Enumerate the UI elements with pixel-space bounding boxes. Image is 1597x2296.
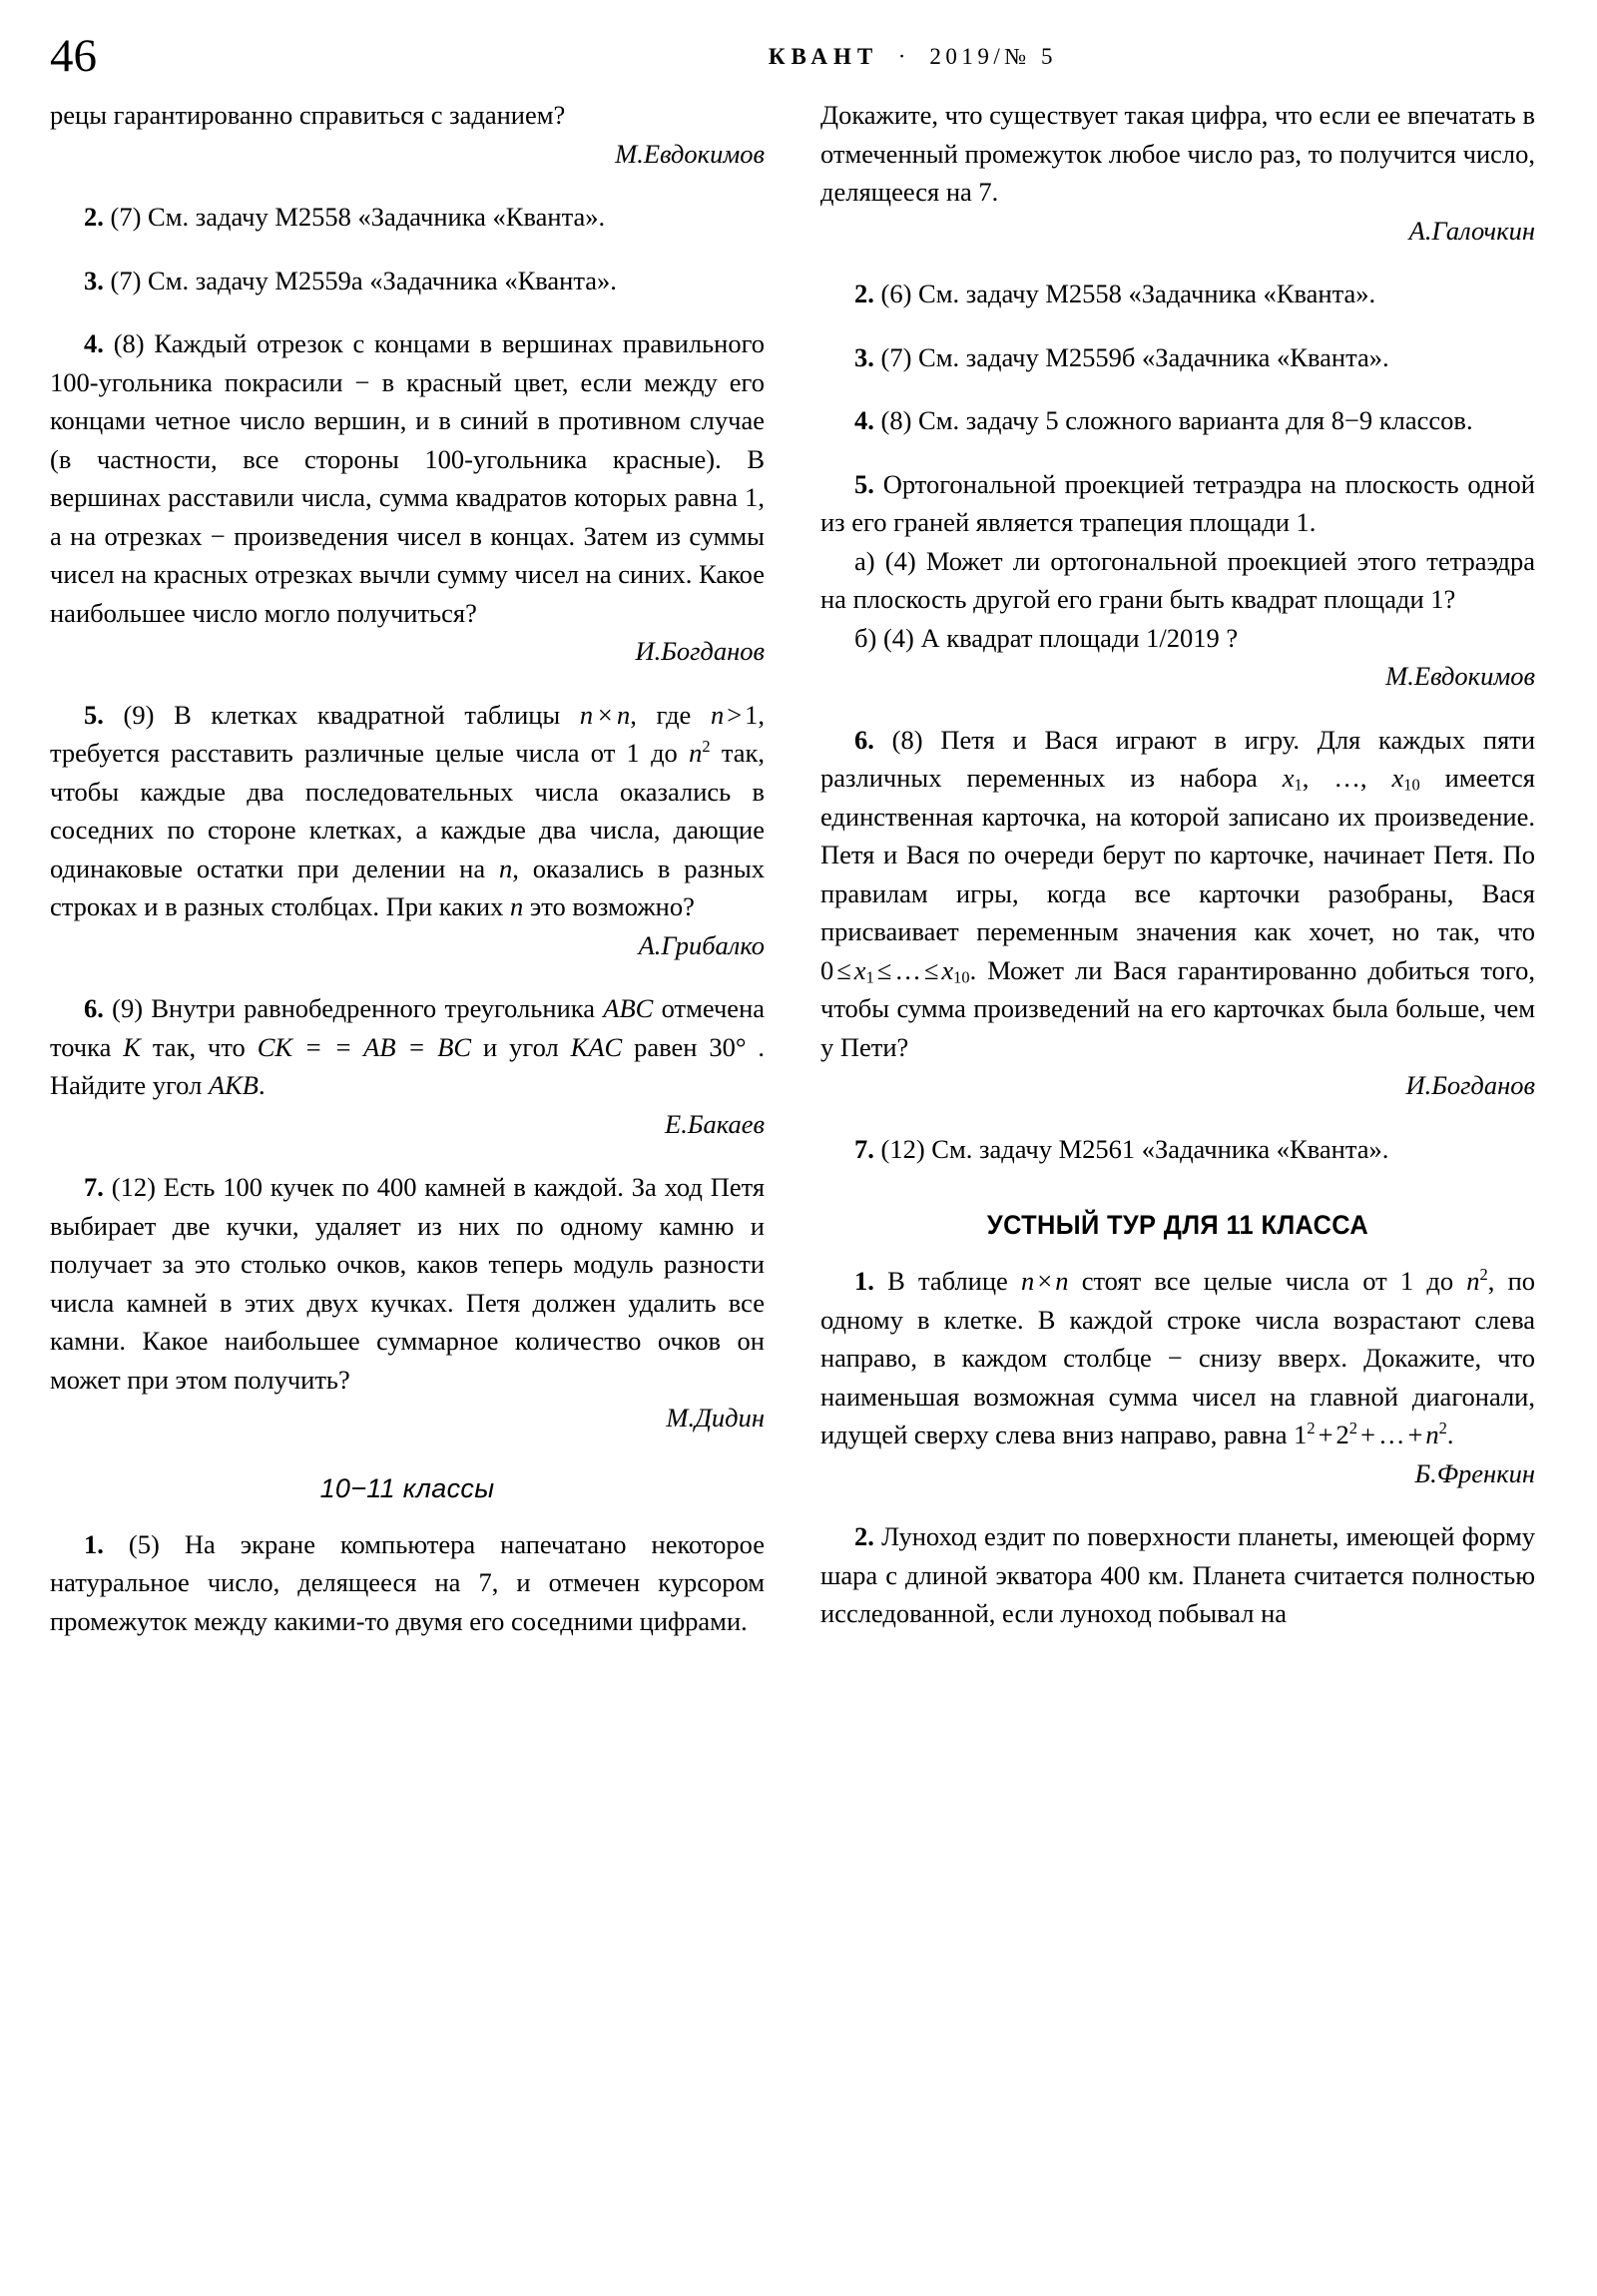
author-signature: Е.Бакаев — [665, 1108, 765, 1139]
problem-6 — [50, 989, 765, 1105]
math-k: K — [123, 1031, 141, 1062]
problem-points: (5) — [128, 1528, 160, 1559]
author-signature: А.Галочкин — [1408, 215, 1535, 246]
subproblem-label: а) — [854, 545, 875, 576]
problem-points: (7) — [880, 341, 912, 372]
problem-text-part: стоят все целые числа от 1 до — [1068, 1266, 1467, 1296]
author-signature: М.Евдокимов — [1385, 661, 1535, 691]
math-akb: AKB — [208, 1070, 259, 1100]
problem-text-part: отмечена точка — [50, 993, 766, 1062]
problem-number: 7. — [84, 1172, 104, 1202]
math-n-squared: $n^2$ — [689, 736, 711, 768]
problem-points: (8) — [880, 405, 912, 435]
math-ck-ab-bc: CK = = AB = BC — [257, 1031, 472, 1062]
problem-3 — [50, 262, 765, 300]
problem-number: 2. — [854, 279, 874, 308]
problem-number: 6. — [84, 993, 104, 1023]
problem-text: Ортогональной проекцией тетраэдра на плоскость одной из его граней является трапеция площади 1. — [820, 468, 1535, 537]
problem-text-part: имеется единственная карточка, на которой записано их произведение. Петя и Вася по очереди берут по карточке, начинает Петя. По правилам игры, когда все карточки разобраны, Вася присваивает переменным значения как хочет, но так, что — [820, 763, 1535, 946]
subproblem-points: (4) — [884, 545, 916, 576]
problem-text-part: так, чтобы каждые два последовательных числа оказались в соседних по стороне клетках, а каждые два числа, дающие одинаковые остатки при делении на — [50, 738, 766, 883]
math-n-by-n: n × n — [1021, 1266, 1069, 1296]
paragraph-continuation: Докажите, что существует такая цифра, что если ее впечатать в отмеченный промежуток любое число раз, то получится число, делящееся на 7. — [820, 100, 1535, 207]
problem-text-part: . — [1446, 1420, 1454, 1449]
math-n-gt-1: n > 1 — [710, 699, 759, 730]
problem-7 — [820, 1130, 1535, 1169]
subproblem-text: А квадрат площади 1/2019 ? — [920, 622, 1239, 653]
problem-number: 5. — [84, 699, 104, 730]
problem-number: 2. — [84, 202, 104, 232]
problem-number: 6. — [854, 724, 874, 755]
problem-number: 1. — [84, 1528, 104, 1559]
problem-points: (8) — [113, 328, 145, 358]
page-number: 46 — [50, 30, 97, 82]
journal-issue: 2019/№ 5 — [929, 44, 1057, 69]
journal-separator: · — [897, 44, 910, 69]
running-head — [0, 0, 1597, 86]
problem-points: (8) — [891, 724, 923, 755]
author-signature: И.Богданов — [635, 636, 765, 666]
subproblem-text: Может ли ортогональной проекцией этого тетраэдра на плоскость другой его грани быть квадрат площади 1? — [820, 545, 1535, 614]
journal-title-line — [769, 44, 1531, 86]
math-n: n — [509, 891, 524, 921]
problem-text: Каждый отрезок с концами в вершинах правильного 100-угольника покрасили − в красный цвет, если между его концами четное число вершин, и в синий в противном случае (в частности, все стороны 100-угольника красные). В вершинах расставили числа, сумма квадратов которых равна 1, а на отрезках − произведения чисел в концах. Затем из суммы чисел на красных отрезках вычли сумму чисел на синих. Какое наибольшее число могло получиться? — [50, 328, 766, 628]
author-signature: И.Богданов — [1405, 1070, 1535, 1100]
problem-number: 1. — [854, 1266, 874, 1296]
problem-text-part: так, что — [140, 1031, 258, 1062]
left-column — [50, 96, 765, 1640]
problem-points: (12) — [880, 1133, 925, 1164]
problem-4 — [820, 401, 1535, 440]
problem-text: См. задачу М2558 «Задачника «Кванта». — [148, 202, 606, 232]
problem-text: См. задачу 5 сложного варианта для 8−9 классов. — [918, 405, 1473, 435]
problem-points: (9) — [123, 699, 155, 730]
problem-number: 4. — [84, 328, 104, 358]
problem-3 — [820, 338, 1535, 377]
problem-points: (7) — [110, 202, 142, 232]
problem-text: См. задачу М2559б «Задачника «Кванта». — [918, 341, 1389, 372]
problem-text: Есть 100 кучек по 400 камней в каждой. За ход Петя выбирает две кучки, удаляет из них по одному камню и получает за это столько очков, каков теперь модуль разности числа камней в этих двух кучках. Петя должен удалить все камни. Какое наибольшее суммарное количество очков он может при этом получить? — [50, 1172, 766, 1395]
problem-points: (7) — [110, 265, 142, 295]
subproblem-a — [820, 542, 1535, 619]
subproblem-label: б) — [854, 622, 877, 653]
problem-7 — [50, 1168, 765, 1399]
problem-points: (9) — [112, 993, 144, 1023]
paragraph-continuation: рецы гарантированно справиться с заданием? — [50, 100, 566, 130]
problem-number: 3. — [854, 341, 874, 372]
two-column-body — [0, 86, 1597, 1640]
problem-text: Луноход ездит по поверхности планеты, имеющей форму шара с длиной экватора 400 км. Планета считается полностью исследованной, если луноход побывал на — [820, 1521, 1536, 1628]
math-n-squared: $n^2$ — [1466, 1264, 1488, 1296]
problem-text: На экране компьютера напечатано некоторое натуральное число, делящееся на 7, и отмечен курсором промежуток между какими-то двумя его соседними цифрами. — [50, 1528, 765, 1636]
math-sum-of-squares: $1^2 + 2^2$ + … + $n^2$ — [1294, 1418, 1447, 1449]
problem-points: (6) — [880, 279, 912, 308]
problem-text: См. задачу М2559а «Задачника «Кванта». — [148, 265, 617, 295]
problem-text-part: . — [259, 1070, 266, 1100]
journal-name: КВАНТ — [768, 44, 879, 69]
author-signature: А.Грибалко — [638, 929, 765, 960]
problem-text-part: равен 30° . Найдите угол — [50, 1031, 766, 1100]
problem-2 — [820, 275, 1535, 313]
problem-text: См. задачу М2561 «Задачника «Кванта». — [931, 1133, 1389, 1164]
problem-text-part: Внутри равнобедренного треугольника — [151, 993, 604, 1023]
problem-number: 3. — [84, 265, 104, 295]
problem-2-bottom — [820, 1517, 1535, 1633]
math-kac: KAC — [570, 1031, 623, 1062]
problem-text-part: В таблице — [887, 1266, 1022, 1296]
problem-text-part: это возможно? — [523, 891, 695, 921]
subproblem-b — [820, 619, 1535, 658]
problem-text-part: В клетках квадратной таблицы — [174, 699, 580, 730]
problem-text-part: и угол — [471, 1031, 571, 1062]
problem-number: 2. — [854, 1521, 874, 1551]
math-x-inequality: $0 \le x_1$ ≤ … ≤ $x_{10}$ — [820, 954, 970, 987]
problem-1 — [820, 1262, 1535, 1454]
author-signature: М.Дидин — [666, 1403, 765, 1433]
problem-number: 7. — [854, 1133, 874, 1164]
problem-text-part: . Может ли Вася гарантированно добиться того, чтобы сумма произведений на его карточках была больше, чем у Пети? — [820, 954, 1535, 1062]
problem-points: (12) — [111, 1172, 156, 1202]
problem-number: 5. — [854, 468, 874, 499]
problem-1 — [50, 1525, 765, 1641]
problem-text-part: Петя и Вася играют в игру. Для каждых пяти различных переменных из набора — [820, 724, 1536, 793]
math-n-by-n: n × n — [579, 699, 631, 730]
problem-text-part: , по одному в клетке. В каждой строке числа возрастают слева направо, в каждом столбце − снизу вверх. Докажите, что наименьшая возможная сумма чисел на главной диагонали, идущей сверху слева вниз направо, равна — [820, 1266, 1536, 1449]
problem-6 — [820, 721, 1535, 1067]
problem-2 — [50, 198, 765, 237]
problem-text: См. задачу М2558 «Задачника «Кванта». — [918, 279, 1376, 308]
section-heading-oral-round-11: УСТНЫЙ ТУР ДЛЯ 11 КЛАССА — [986, 1210, 1369, 1240]
problem-4 — [50, 324, 765, 632]
math-x-set: $x_1$, …, $x_{10}$ — [1282, 763, 1420, 795]
class-band-heading: 10−11 классы — [319, 1472, 495, 1503]
problem-number: 4. — [854, 405, 874, 435]
problem-text-part: , где — [630, 699, 711, 730]
math-n: n — [499, 853, 513, 883]
problem-text-part: , требуется расставить различные целые числа от 1 до — [50, 699, 766, 768]
subproblem-points: (4) — [882, 622, 914, 653]
author-signature: Б.Френкин — [1414, 1457, 1535, 1488]
problem-text-part: , оказались в разных строках и в разных столбцах. При каких — [50, 853, 766, 921]
problem-5 — [820, 465, 1535, 542]
math-abc: ABC — [603, 993, 654, 1023]
author-signature: М.Евдокимов — [615, 138, 765, 169]
problem-5 — [50, 696, 765, 926]
right-column — [820, 96, 1535, 1640]
